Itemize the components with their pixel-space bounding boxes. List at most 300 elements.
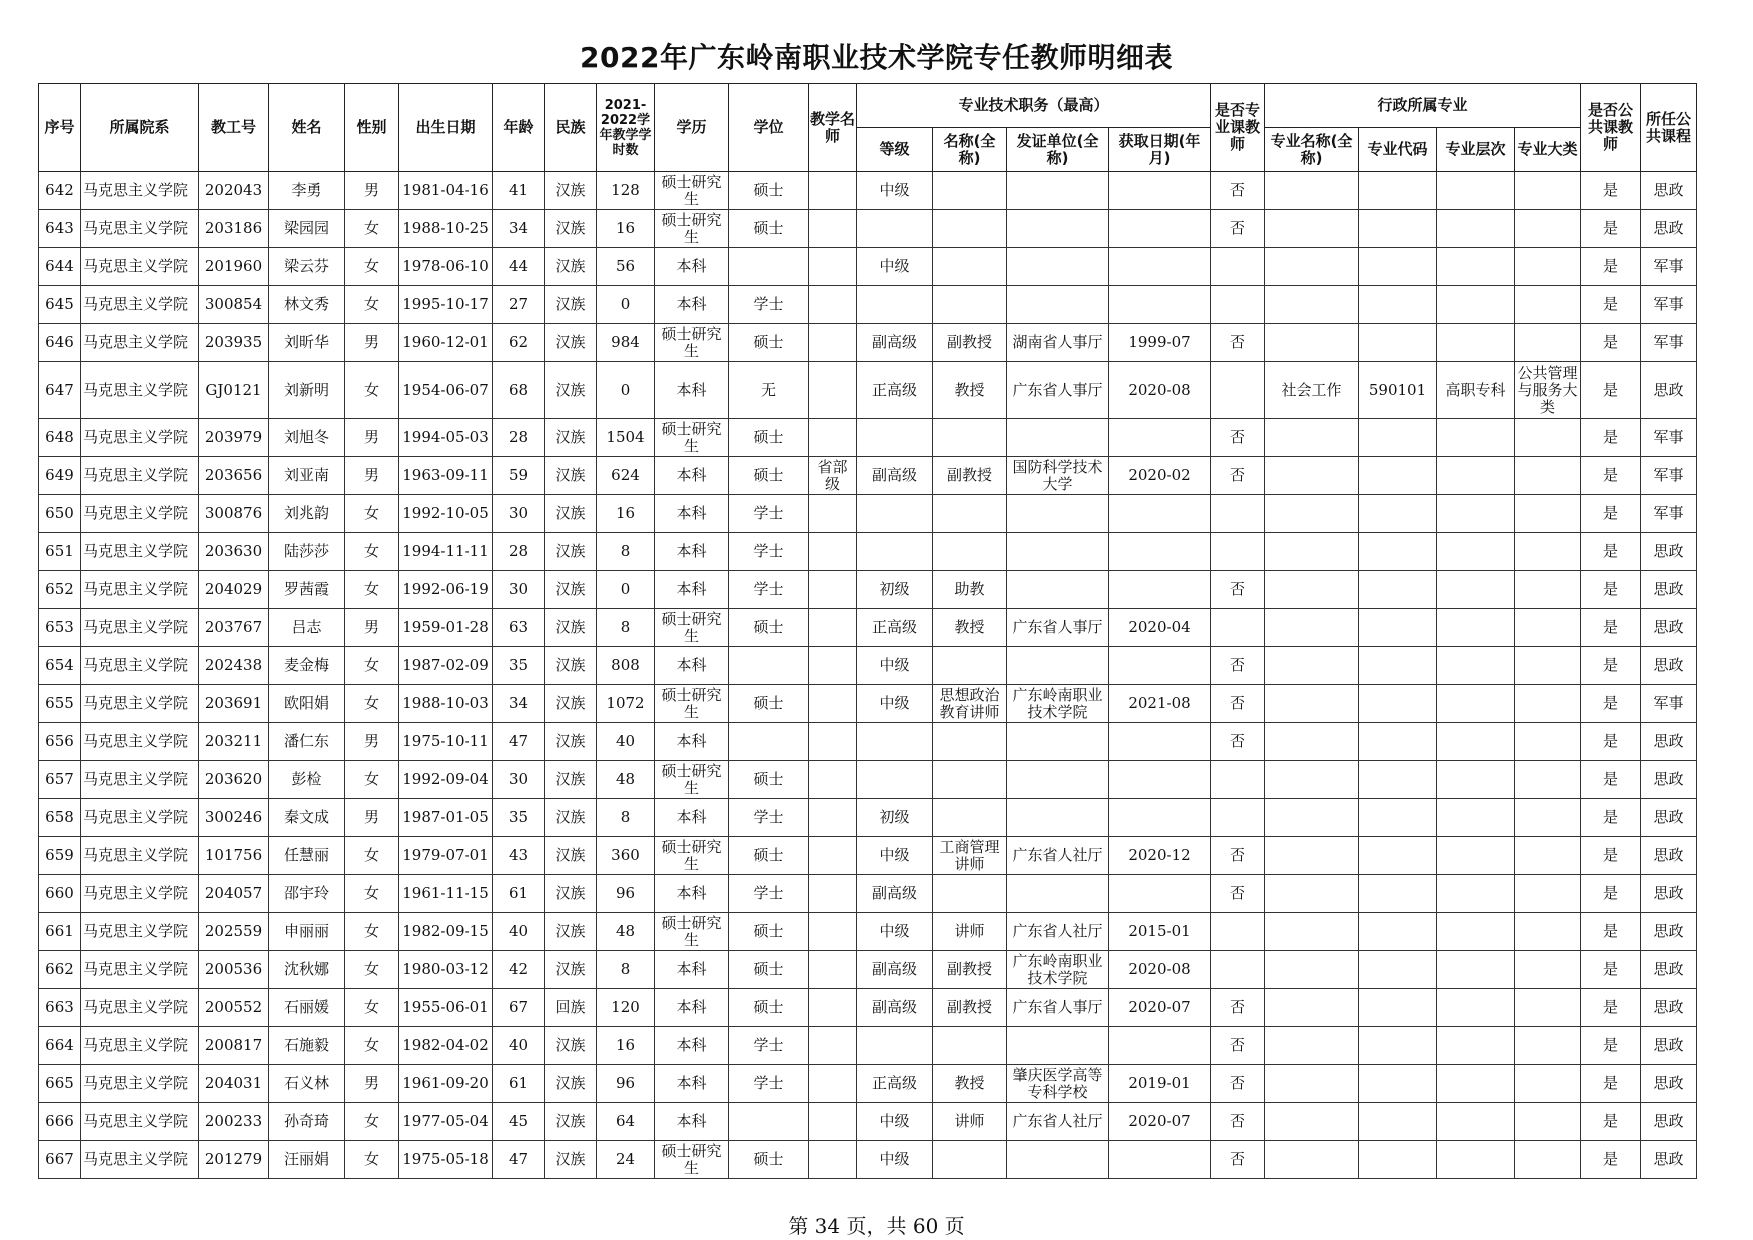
cell-major-name <box>1265 609 1359 647</box>
cell-is-public-teacher <box>1581 571 1641 609</box>
cell-seq <box>39 286 81 324</box>
cell-hours <box>597 419 655 457</box>
cell-education-text: 硕士研究生 <box>661 838 722 873</box>
cell-staff-id <box>199 837 269 875</box>
cell-title <box>933 837 1007 875</box>
cell-name <box>269 647 345 685</box>
cell-gender-text: 女 <box>363 296 379 313</box>
cell-major-code <box>1359 989 1437 1027</box>
cell-education <box>655 1103 729 1141</box>
cell-staff-id-text: 200552 <box>204 999 263 1016</box>
cell-major-level <box>1437 647 1515 685</box>
cell-major-category <box>1515 248 1581 286</box>
cell-ethnicity <box>545 419 597 457</box>
cell-degree-text: 硕士 <box>753 999 784 1016</box>
table-row <box>39 533 1697 571</box>
cell-major-level <box>1437 533 1515 571</box>
cell-major-category <box>1515 913 1581 951</box>
header-name: 姓名 <box>269 84 345 172</box>
cell-gender <box>345 989 399 1027</box>
cell-age <box>493 837 545 875</box>
cell-birth <box>399 571 493 609</box>
cell-seq-text: 667 <box>45 1151 74 1168</box>
cell-date-obtained <box>1109 723 1211 761</box>
cell-hours <box>597 210 655 248</box>
cell-name-text: 申丽丽 <box>283 923 329 940</box>
cell-title <box>933 875 1007 913</box>
cell-hours <box>597 875 655 913</box>
cell-famous-teacher <box>809 875 857 913</box>
cell-education <box>655 286 729 324</box>
cell-seq-text: 645 <box>45 296 74 313</box>
cell-degree <box>729 419 809 457</box>
cell-age <box>493 1027 545 1065</box>
cell-staff-id-text: 200536 <box>204 961 263 978</box>
cell-birth-text: 1977-05-04 <box>402 1113 489 1130</box>
table-row <box>39 609 1697 647</box>
cell-staff-id <box>199 989 269 1027</box>
cell-age-text: 30 <box>508 581 529 598</box>
cell-public-course <box>1641 609 1697 647</box>
cell-is-public-teacher-text: 是 <box>1602 885 1618 902</box>
cell-title <box>933 457 1007 495</box>
cell-gender-text: 女 <box>363 695 379 712</box>
cell-is-major-teacher-text: 否 <box>1229 733 1245 750</box>
cell-major-code <box>1359 1065 1437 1103</box>
cell-seq-text: 658 <box>45 809 74 826</box>
cell-public-course-text: 思政 <box>1653 1113 1684 1130</box>
cell-seq-text: 648 <box>45 429 74 446</box>
cell-major-category <box>1515 609 1581 647</box>
cell-staff-id <box>199 761 269 799</box>
cell-major-level <box>1437 837 1515 875</box>
cell-famous-teacher <box>809 685 857 723</box>
cell-famous-teacher <box>809 647 857 685</box>
cell-famous-teacher <box>809 419 857 457</box>
cell-famous-teacher <box>809 324 857 362</box>
cell-title <box>933 286 1007 324</box>
cell-college-text: 马克思主义学院 <box>83 999 189 1016</box>
cell-ethnicity <box>545 609 597 647</box>
table-row <box>39 685 1697 723</box>
cell-name-text: 欧阳娟 <box>283 695 329 712</box>
cell-gender-text: 男 <box>363 1075 379 1092</box>
cell-gender-text: 女 <box>363 999 379 1016</box>
cell-is-major-teacher <box>1211 761 1265 799</box>
cell-level <box>857 248 933 286</box>
cell-college-text: 马克思主义学院 <box>83 619 189 636</box>
cell-birth <box>399 951 493 989</box>
cell-education-text: 硕士研究生 <box>661 211 722 246</box>
cell-birth-text: 1954-06-07 <box>402 381 489 399</box>
cell-staff-id-text: 203211 <box>204 733 263 750</box>
cell-college-text: 马克思主义学院 <box>83 381 189 399</box>
cell-level <box>857 571 933 609</box>
cell-title <box>933 1141 1007 1179</box>
cell-hours <box>597 362 655 419</box>
cell-is-major-teacher-text: 否 <box>1229 695 1245 712</box>
cell-staff-id <box>199 419 269 457</box>
cell-seq-text: 662 <box>45 961 74 978</box>
cell-gender <box>345 1141 399 1179</box>
cell-major-code <box>1359 571 1437 609</box>
cell-major-category <box>1515 172 1581 210</box>
cell-is-major-teacher-text: 否 <box>1229 1075 1245 1092</box>
cell-hours-text: 0 <box>620 296 631 313</box>
cell-title <box>933 1065 1007 1103</box>
cell-staff-id <box>199 172 269 210</box>
cell-degree <box>729 457 809 495</box>
cell-birth <box>399 875 493 913</box>
cell-ethnicity-text: 汉族 <box>555 220 586 237</box>
cell-is-public-teacher-text: 是 <box>1602 543 1618 560</box>
cell-degree-text: 硕士 <box>753 695 784 712</box>
cell-ethnicity <box>545 172 597 210</box>
cell-age-text: 28 <box>508 543 529 560</box>
cell-is-major-teacher <box>1211 248 1265 286</box>
cell-is-public-teacher-text: 是 <box>1602 296 1618 313</box>
cell-famous-teacher <box>809 761 857 799</box>
cell-date-obtained-text: 2020-07 <box>1128 1113 1191 1130</box>
cell-degree-text: 硕士 <box>753 619 784 636</box>
cell-issuer <box>1007 723 1109 761</box>
cell-is-major-teacher <box>1211 685 1265 723</box>
cell-gender-text: 男 <box>363 733 379 750</box>
cell-major-category <box>1515 419 1581 457</box>
cell-issuer-text: 广东岭南职业技术学院 <box>1012 686 1103 721</box>
cell-college-text: 马克思主义学院 <box>83 505 189 522</box>
table-row <box>39 1141 1697 1179</box>
cell-name <box>269 286 345 324</box>
cell-public-course-text: 思政 <box>1653 847 1684 864</box>
cell-issuer <box>1007 457 1109 495</box>
cell-hours <box>597 1027 655 1065</box>
cell-major-code <box>1359 913 1437 951</box>
cell-name <box>269 362 345 419</box>
cell-hours-text: 0 <box>620 381 631 399</box>
cell-gender-text: 男 <box>363 334 379 351</box>
cell-title <box>933 685 1007 723</box>
cell-degree-text: 硕士 <box>753 220 784 237</box>
cell-gender <box>345 1027 399 1065</box>
cell-college <box>81 609 199 647</box>
cell-is-public-teacher-text: 是 <box>1602 657 1618 674</box>
cell-gender <box>345 362 399 419</box>
cell-ethnicity-text: 汉族 <box>555 581 586 598</box>
cell-famous-teacher <box>809 1027 857 1065</box>
table-row <box>39 761 1697 799</box>
cell-is-public-teacher <box>1581 951 1641 989</box>
cell-famous-teacher <box>809 571 857 609</box>
cell-age <box>493 172 545 210</box>
cell-issuer <box>1007 875 1109 913</box>
cell-degree <box>729 799 809 837</box>
cell-famous-teacher <box>809 210 857 248</box>
cell-ethnicity <box>545 571 597 609</box>
cell-gender <box>345 685 399 723</box>
cell-major-code <box>1359 761 1437 799</box>
cell-level <box>857 609 933 647</box>
cell-name-text: 秦文成 <box>283 809 329 826</box>
cell-birth-text: 1994-05-03 <box>402 429 489 446</box>
cell-name <box>269 951 345 989</box>
cell-college-text: 马克思主义学院 <box>83 467 189 484</box>
cell-is-major-teacher-text: 否 <box>1229 467 1245 484</box>
cell-major-code <box>1359 419 1437 457</box>
cell-degree <box>729 875 809 913</box>
cell-major-code <box>1359 1103 1437 1141</box>
cell-birth <box>399 837 493 875</box>
cell-birth-text: 1988-10-03 <box>402 695 489 712</box>
cell-public-course-text: 思政 <box>1653 961 1684 978</box>
cell-age <box>493 875 545 913</box>
cell-level-text: 中级 <box>879 847 910 864</box>
cell-name <box>269 1027 345 1065</box>
cell-title <box>933 609 1007 647</box>
cell-is-public-teacher <box>1581 172 1641 210</box>
cell-is-public-teacher <box>1581 1103 1641 1141</box>
cell-seq-text: 647 <box>45 381 74 399</box>
cell-level <box>857 951 933 989</box>
cell-age <box>493 685 545 723</box>
cell-title <box>933 1027 1007 1065</box>
header-ethnicity: 民族 <box>545 84 597 172</box>
cell-level <box>857 172 933 210</box>
cell-staff-id-text: 300854 <box>204 296 263 313</box>
cell-public-course-text: 思政 <box>1653 999 1684 1016</box>
cell-major-level <box>1437 989 1515 1027</box>
cell-staff-id <box>199 1141 269 1179</box>
cell-college-text: 马克思主义学院 <box>83 1151 189 1168</box>
cell-gender-text: 女 <box>363 381 379 399</box>
cell-name <box>269 172 345 210</box>
cell-age-text: 28 <box>508 429 529 446</box>
cell-seq-text: 663 <box>45 999 74 1016</box>
cell-date-obtained <box>1109 457 1211 495</box>
cell-seq-text: 664 <box>45 1037 74 1054</box>
cell-education-text: 本科 <box>676 543 707 560</box>
cell-level <box>857 495 933 533</box>
cell-college-text: 马克思主义学院 <box>83 581 189 598</box>
header-title-full: 名称(全称) <box>933 128 1007 172</box>
cell-education <box>655 210 729 248</box>
cell-staff-id-text: 202559 <box>204 923 263 940</box>
table-row <box>39 324 1697 362</box>
cell-age <box>493 1141 545 1179</box>
cell-public-course-text: 军事 <box>1653 429 1684 446</box>
cell-college-text: 马克思主义学院 <box>83 923 189 940</box>
cell-major-code <box>1359 324 1437 362</box>
cell-college <box>81 799 199 837</box>
cell-birth-text: 1980-03-12 <box>402 961 489 978</box>
cell-major-name <box>1265 875 1359 913</box>
cell-is-major-teacher-text: 否 <box>1229 1037 1245 1054</box>
cell-date-obtained-text: 2015-01 <box>1128 923 1191 940</box>
cell-ethnicity-text: 汉族 <box>555 182 586 199</box>
cell-hours <box>597 286 655 324</box>
cell-ethnicity-text: 汉族 <box>555 695 586 712</box>
cell-college-text: 马克思主义学院 <box>83 1037 189 1054</box>
cell-major-category <box>1515 324 1581 362</box>
cell-major-level <box>1437 571 1515 609</box>
cell-major-category <box>1515 799 1581 837</box>
cell-birth-text: 1995-10-17 <box>402 296 489 313</box>
cell-staff-id-text: 203935 <box>204 334 263 351</box>
cell-is-public-teacher-text: 是 <box>1602 999 1618 1016</box>
cell-title <box>933 1103 1007 1141</box>
cell-degree <box>729 1027 809 1065</box>
cell-age <box>493 495 545 533</box>
cell-gender <box>345 647 399 685</box>
cell-birth <box>399 1141 493 1179</box>
cell-age <box>493 761 545 799</box>
cell-major-level <box>1437 799 1515 837</box>
table-row <box>39 457 1697 495</box>
cell-gender <box>345 533 399 571</box>
cell-public-course <box>1641 533 1697 571</box>
cell-hours <box>597 324 655 362</box>
cell-education <box>655 989 729 1027</box>
cell-seq-text: 654 <box>45 657 74 674</box>
cell-date-obtained-text: 2020-12 <box>1128 847 1191 864</box>
cell-degree <box>729 609 809 647</box>
cell-gender-text: 女 <box>363 258 379 275</box>
cell-name-text: 刘亚南 <box>283 467 329 484</box>
cell-date-obtained-text: 1999-07 <box>1128 334 1191 351</box>
cell-name <box>269 495 345 533</box>
cell-education <box>655 609 729 647</box>
cell-major-code <box>1359 951 1437 989</box>
cell-birth <box>399 533 493 571</box>
cell-gender <box>345 609 399 647</box>
table-row <box>39 913 1697 951</box>
cell-seq <box>39 685 81 723</box>
cell-seq-text: 665 <box>45 1075 74 1092</box>
cell-age <box>493 723 545 761</box>
cell-college <box>81 723 199 761</box>
cell-date-obtained <box>1109 647 1211 685</box>
cell-birth-text: 1959-01-28 <box>402 619 489 636</box>
cell-gender <box>345 172 399 210</box>
header-level: 等级 <box>857 128 933 172</box>
cell-seq-text: 651 <box>45 543 74 560</box>
cell-major-code <box>1359 1141 1437 1179</box>
cell-education-text: 本科 <box>676 885 707 902</box>
cell-gender <box>345 419 399 457</box>
cell-college <box>81 647 199 685</box>
cell-major-name-text: 社会工作 <box>1281 381 1342 399</box>
cell-major-level <box>1437 324 1515 362</box>
cell-date-obtained <box>1109 951 1211 989</box>
cell-seq <box>39 324 81 362</box>
cell-ethnicity <box>545 989 597 1027</box>
cell-education-text: 本科 <box>676 1075 707 1092</box>
cell-degree <box>729 951 809 989</box>
cell-staff-id <box>199 609 269 647</box>
cell-name-text: 陆莎莎 <box>283 543 329 560</box>
cell-age-text: 59 <box>508 467 529 484</box>
cell-issuer <box>1007 419 1109 457</box>
cell-level-text: 正高级 <box>871 381 917 399</box>
cell-major-code <box>1359 837 1437 875</box>
cell-birth <box>399 761 493 799</box>
cell-famous-teacher <box>809 989 857 1027</box>
cell-issuer-text: 湖南省人事厅 <box>1012 334 1103 351</box>
cell-public-course-text: 军事 <box>1653 695 1684 712</box>
cell-major-code <box>1359 495 1437 533</box>
cell-level <box>857 286 933 324</box>
cell-age <box>493 647 545 685</box>
cell-is-public-teacher-text: 是 <box>1602 809 1618 826</box>
cell-age-text: 61 <box>508 1075 529 1092</box>
cell-title-text: 讲师 <box>954 923 985 940</box>
cell-hours-text: 624 <box>611 467 640 484</box>
cell-name <box>269 685 345 723</box>
cell-major-category <box>1515 1141 1581 1179</box>
cell-staff-id-text: 202043 <box>204 182 263 199</box>
cell-issuer-text: 国防科学技术大学 <box>1012 458 1103 493</box>
cell-issuer <box>1007 609 1109 647</box>
cell-hours <box>597 571 655 609</box>
cell-seq <box>39 1141 81 1179</box>
cell-is-public-teacher <box>1581 495 1641 533</box>
cell-issuer <box>1007 685 1109 723</box>
cell-college <box>81 685 199 723</box>
cell-birth <box>399 419 493 457</box>
cell-birth-text: 1975-05-18 <box>402 1151 489 1168</box>
cell-gender-text: 女 <box>363 543 379 560</box>
header-major-category: 专业大类 <box>1515 128 1581 172</box>
cell-staff-id <box>199 685 269 723</box>
cell-staff-id-text: 300246 <box>204 809 263 826</box>
cell-ethnicity-text: 汉族 <box>555 809 586 826</box>
cell-seq-text: 644 <box>45 258 74 275</box>
cell-famous-teacher <box>809 172 857 210</box>
cell-public-course <box>1641 1141 1697 1179</box>
cell-major-name <box>1265 324 1359 362</box>
cell-is-major-teacher <box>1211 495 1265 533</box>
cell-is-public-teacher <box>1581 723 1641 761</box>
cell-is-major-teacher <box>1211 875 1265 913</box>
cell-is-major-teacher-text: 否 <box>1229 1113 1245 1130</box>
cell-degree-text: 学士 <box>753 296 784 313</box>
cell-public-course-text: 思政 <box>1653 619 1684 636</box>
cell-major-name <box>1265 362 1359 419</box>
cell-age-text: 40 <box>508 923 529 940</box>
table-row <box>39 210 1697 248</box>
cell-education <box>655 761 729 799</box>
cell-major-category <box>1515 533 1581 571</box>
cell-college-text: 马克思主义学院 <box>83 733 189 750</box>
cell-public-course <box>1641 1027 1697 1065</box>
cell-gender <box>345 457 399 495</box>
cell-is-major-teacher <box>1211 1141 1265 1179</box>
cell-ethnicity <box>545 875 597 913</box>
cell-hours <box>597 723 655 761</box>
cell-staff-id <box>199 248 269 286</box>
cell-age-text: 40 <box>508 1037 529 1054</box>
cell-hours <box>597 1141 655 1179</box>
cell-seq <box>39 989 81 1027</box>
cell-education <box>655 362 729 419</box>
cell-degree <box>729 837 809 875</box>
cell-gender <box>345 761 399 799</box>
cell-public-course-text: 思政 <box>1653 923 1684 940</box>
cell-is-public-teacher-text: 是 <box>1602 961 1618 978</box>
cell-hours-text: 8 <box>620 809 631 826</box>
cell-major-category <box>1515 875 1581 913</box>
cell-gender <box>345 210 399 248</box>
